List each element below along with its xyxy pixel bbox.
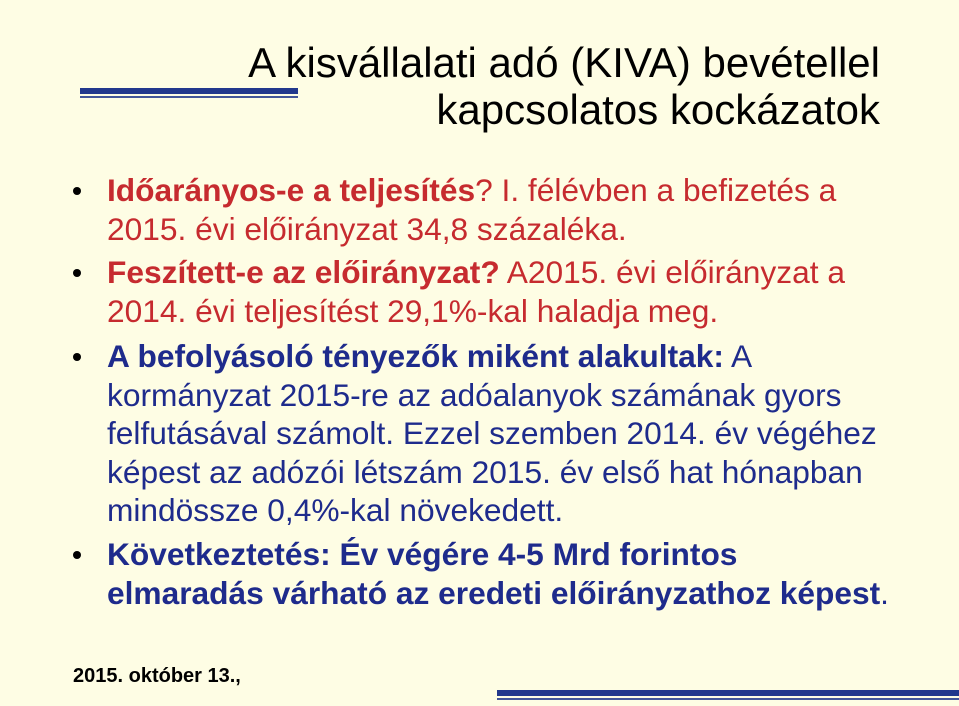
slide-title (248, 39, 880, 133)
bullet-text: mindössze 0,4%-kal növekedett. (107, 492, 564, 528)
bullet-line (107, 491, 877, 530)
bullet-text: felfutásával számolt. Ezzel szemben 2014. év végéhez (107, 415, 877, 451)
bullet-line (107, 292, 845, 331)
bullet-heading: elmaradás várható az eredeti előirányzathoz képest (107, 574, 881, 611)
bullet-text: 2015. évi előirányzat 34,8 százaléka. (107, 210, 627, 247)
footer-accent-bar (497, 690, 959, 700)
bullet-icon (73, 353, 81, 361)
footer-date: 2015. október 13., (73, 665, 241, 687)
bullet-line (107, 337, 877, 376)
bullet-icon (73, 269, 81, 277)
bullet-heading: A befolyásoló tényezők miként alakultak: (107, 338, 724, 374)
bullet-item-4 (107, 535, 889, 612)
bullet-text: A2015. évi előirányzat a (499, 254, 845, 290)
bullet-line (107, 253, 845, 292)
bullet-text: . (880, 574, 889, 611)
bullet-line (107, 171, 836, 210)
bullet-text: képest az adózói létszám 2015. év első hat hónapban (107, 453, 863, 490)
bullet-item-3 (107, 337, 877, 530)
bullet-heading: Következtetés: Év végére 4-5 Mrd forintos (107, 536, 738, 572)
bullet-heading: Időarányos-e a teljesítés (107, 172, 476, 208)
bullet-text: kormányzat 2015-re az adóalanyok számának gyors (107, 376, 842, 413)
title-accent-bar (80, 88, 298, 98)
bullet-icon (73, 187, 81, 195)
bullet-text: 2014. évi teljesítést 29,1%-kal haladja meg. (107, 292, 719, 329)
bullet-item-2 (107, 253, 845, 330)
title-line-1: A kisvállalati adó (KIVA) bevétellel (248, 39, 880, 86)
bullet-icon (73, 551, 81, 559)
bullet-line (107, 535, 889, 574)
bullet-line (107, 453, 877, 492)
bullet-line (107, 574, 889, 613)
bullet-text: ? I. félévben a befizetés a (475, 172, 837, 208)
bullet-line (107, 414, 877, 453)
bullet-line (107, 210, 836, 249)
title-line-2: kapcsolatos kockázatok (436, 86, 880, 133)
bullet-heading: Feszített-e az előirányzat? (107, 254, 500, 290)
bullet-text: A (723, 338, 753, 374)
bullet-item-1 (107, 171, 836, 248)
bullet-line (107, 376, 877, 415)
